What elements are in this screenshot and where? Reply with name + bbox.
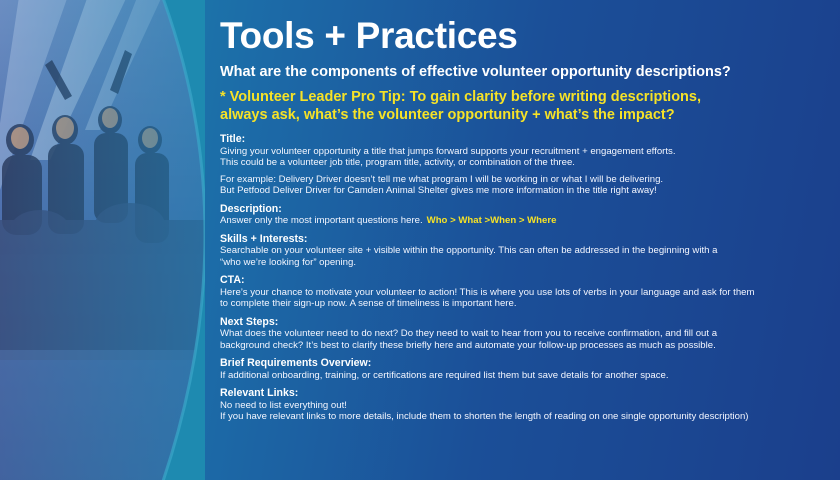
page-title: Tools + Practices	[220, 15, 518, 56]
pro-tip	[220, 88, 830, 124]
section-text-line: Here’s your chance to motivate your volunteer to action! This is where you use lots of verbs in your language and ask for them	[220, 286, 755, 298]
section-next-steps	[220, 316, 830, 352]
question-order-highlight: Who > What >When > Where	[426, 215, 557, 226]
section-text-line: This could be a volunteer job title, program title, activity, or combination of the three.	[220, 157, 575, 168]
crowd-photo-illustration	[0, 0, 205, 480]
crowd-photo	[0, 0, 205, 480]
section-text-line: “who we’re looking for” opening.	[220, 256, 356, 268]
section-text-line: Answer only the most important questions here.	[220, 215, 423, 226]
section-cta	[220, 274, 830, 310]
section-text	[220, 370, 830, 382]
slide-content	[220, 14, 830, 423]
section-text-line: For example: Delivery Driver doesn’t tell me what program I will be working in or what I will be delivering.	[220, 173, 664, 185]
section-heading: Title:	[220, 133, 246, 145]
section-skills-interests	[220, 233, 830, 269]
section-text-line: If you have relevant links to more details, include them to shorten the length of reading on one single opportunity description)	[220, 411, 749, 422]
section-text-line: If additional onboarding, training, or certifications are required list them but save details for another space.	[220, 369, 669, 381]
section-heading: Description:	[220, 202, 282, 215]
pro-tip-line-2: always ask, what’s the volunteer opportunity + what’s the impact?	[220, 107, 675, 123]
section-requirements	[220, 357, 830, 381]
section-heading: CTA:	[220, 274, 245, 286]
page-subtitle: What are the components of effective volunteer opportunity descriptions?	[220, 64, 731, 80]
section-heading: Brief Requirements Overview:	[220, 357, 372, 369]
pro-tip-line-1: * Volunteer Leader Pro Tip: To gain clarity before writing descriptions,	[220, 89, 701, 105]
section-text	[220, 287, 830, 310]
section-relevant-links	[220, 387, 830, 423]
section-text	[220, 146, 830, 169]
section-text-line: Giving your volunteer opportunity a title that jumps forward supports your recruitment + engagement efforts.	[220, 145, 676, 157]
section-text-line: What does the volunteer need to do next? Do they need to wait to hear from you to receive confirmation, and fill out a	[220, 328, 718, 339]
section-heading: Next Steps:	[220, 315, 279, 328]
section-text-line: But Petfood Deliver Driver for Camden Animal Shelter gives me more information in the title right away!	[220, 185, 657, 196]
section-heading: Relevant Links:	[220, 387, 299, 399]
section-text-line: to complete their sign-up now. A sense of timeliness is important here.	[220, 298, 517, 309]
section-text	[220, 215, 830, 227]
section-heading: Skills + Interests:	[220, 232, 308, 245]
section-text-line: background check? It’s best to clarify these briefly here and automate your follow-up processes as much as possible.	[220, 339, 716, 351]
section-text	[220, 245, 830, 268]
section-title	[220, 133, 830, 197]
section-text-line: No need to list everything out!	[220, 399, 347, 411]
section-description	[220, 203, 830, 227]
section-text	[220, 400, 830, 423]
section-text	[220, 328, 830, 351]
section-example-text	[220, 174, 830, 197]
section-text-line: Searchable on your volunteer site + visible within the opportunity. This can often be addressed in the beginning with a	[220, 245, 718, 256]
sections-list	[220, 133, 830, 423]
